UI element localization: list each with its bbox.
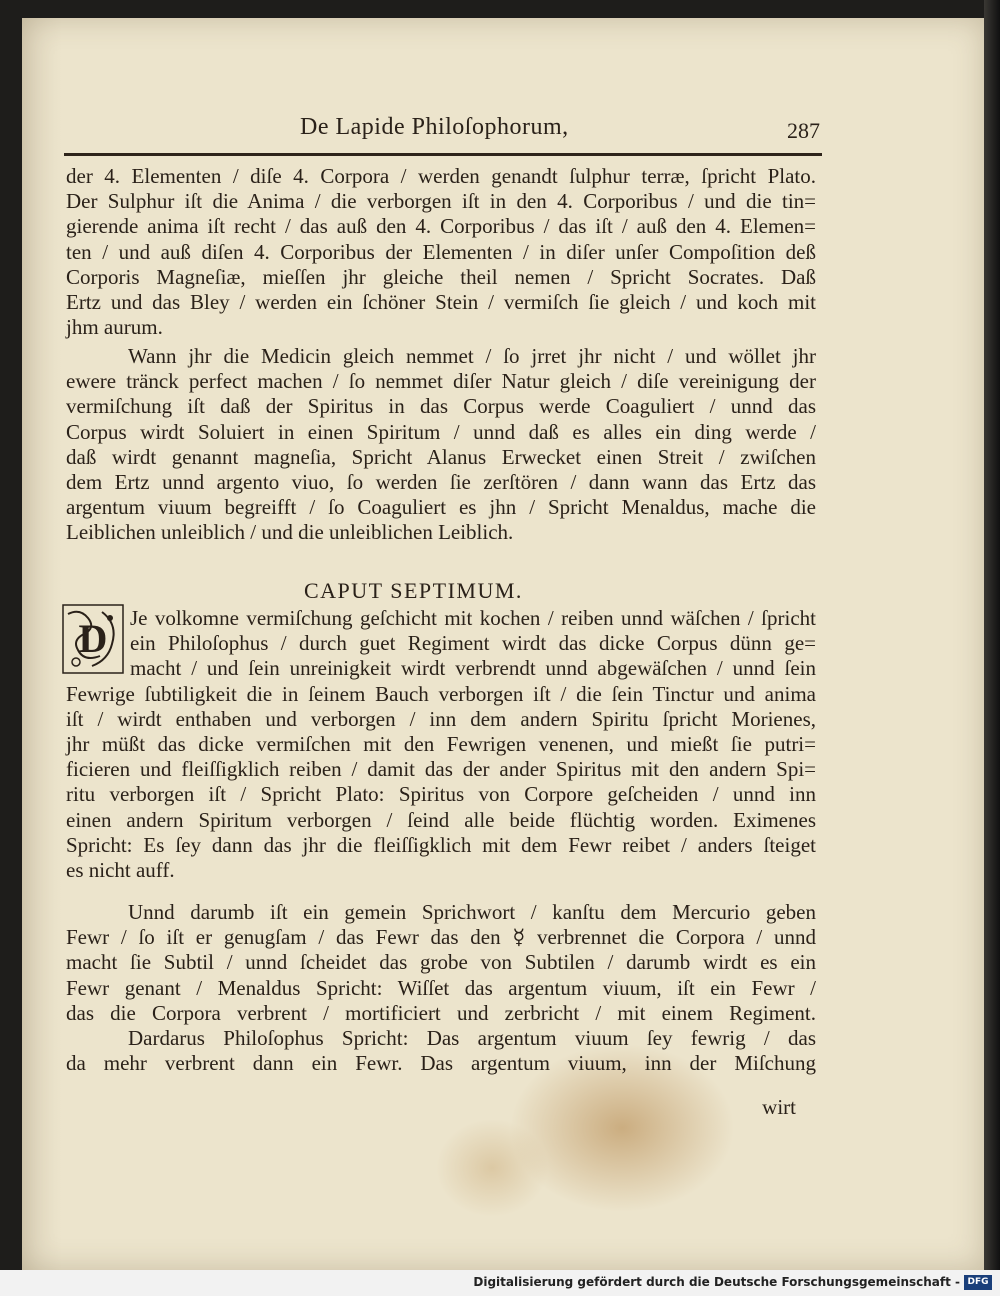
page-edge-shadow bbox=[984, 0, 1000, 1270]
svg-text:D: D bbox=[78, 616, 108, 661]
text-line: Corpus wirdt Soluiert in einen Spiritum / unnd daß es alles ein ding werde / bbox=[66, 419, 816, 444]
text-line: Spricht: Es ſey dann das jhr die fleiſſigklich mit dem Fewr reibet / anders ſteiget bbox=[66, 832, 816, 857]
paragraph-sprichwort bbox=[66, 900, 816, 1076]
running-header bbox=[300, 112, 820, 152]
header-rule bbox=[64, 153, 822, 156]
text-line: der 4. Elementen / diſe 4. Corpora / werden genandt ſulphur terræ, ſpricht Plato. bbox=[66, 164, 816, 188]
text-line: dem Ertz unnd argento viuo, ſo werden ſie zerſtören / dann wann das Ertz das bbox=[66, 469, 816, 494]
text-line: da mehr verbrent dann ein Fewr. Das argentum viuum, inn der Miſchung bbox=[66, 1051, 816, 1076]
dfg-logo-icon: DFG bbox=[964, 1275, 992, 1290]
text-line: es nicht auff. bbox=[66, 857, 175, 882]
text-line: Wann jhr die Medicin gleich nemmet / ſo jrret jhr nicht / und wöllet jhr bbox=[128, 344, 816, 368]
text-line: iſt / wirdt enthaben und verborgen / inn dem andern Spiritu ſpricht Morienes, bbox=[66, 706, 816, 731]
text-line: ein Philoſophus / durch guet Regiment wirdt das dicke Corpus dünn ge= bbox=[130, 631, 816, 656]
text-line: ewere tränck perfect machen / ſo nemmet diſer Natur gleich / diſe vereinigung der bbox=[66, 369, 816, 394]
text-line: Dardarus Philoſophus Spricht: Das argentum viuum ſey fewrig / das bbox=[128, 1025, 816, 1050]
text-line: einen andern Spiritum verborgen / ſeind alle beide flüchtig worden. Eximenes bbox=[66, 807, 816, 832]
text-line: Fewrige ſubtiligkeit die in ſeinem Bauch verborgen iſt / die ſein Tinctur und anima bbox=[66, 681, 816, 706]
text-line: Ertz und das Bley / werden ein ſchöner Stein / vermiſch ſie gleich / und koch mit bbox=[66, 289, 816, 314]
catchword: wirt bbox=[762, 1095, 796, 1119]
text-line: Leiblichen unleiblich / und die unleiblichen Leiblich. bbox=[66, 520, 514, 545]
text-line: ficieren und fleiſſigklich reiben / damit das der ander Spiritus mit den andern Spi= bbox=[66, 757, 816, 782]
text-line: Fewr / ſo iſt er genugſam / das Fewr das den ☿ verbrennet die Corpora / unnd bbox=[66, 925, 816, 950]
text-line: argentum viuum begreifft / ſo Coaguliert es jhn / Spricht Menaldus, mache die bbox=[66, 495, 816, 520]
text-line: Corporis Magneſiæ, mieſſen jhr gleiche theil nemen / Spricht Socrates. Daß bbox=[66, 264, 816, 289]
paragraph-medicin bbox=[66, 344, 816, 546]
text-line: daß wirdt genannt magneſia, Spricht Alanus Erwecket einen Streit / zwiſchen bbox=[66, 444, 816, 469]
text-line: Je volkomne vermiſchung geſchicht mit kochen / reiben unnd wäſchen / ſpricht bbox=[130, 606, 816, 630]
funding-notice: Digitalisierung gefördert durch die Deutsche Forschungsgemeinschaft - bbox=[473, 1275, 960, 1289]
text-line: macht / und ſein unreinigkeit wirdt verbrendt unnd abgewäſchen / unnd ſein bbox=[130, 656, 816, 681]
text-line: ritu verborgen iſt / Spricht Plato: Spiritus von Corpore geſcheiden / unnd inn bbox=[66, 782, 816, 807]
text-line: gierende anima iſt recht / das auß den 4. Corporibus / das iſt / auß den 4. Elemen= bbox=[66, 214, 816, 239]
chapter-heading: CAPUT SEPTIMUM. bbox=[304, 578, 523, 603]
running-title: De Lapide Philoſophorum, bbox=[300, 114, 569, 140]
text-line: Unnd darumb iſt ein gemein Sprichwort / kanſtu dem Mercurio geben bbox=[128, 900, 816, 924]
text-line: macht ſie Subtil / unnd ſcheidet das grobe von Subtilen / darumb wirdt es ein bbox=[66, 950, 816, 975]
page-number: 287 bbox=[787, 118, 820, 143]
text-line: jhr müßt das dicke vermiſchen mit den Fewrigen venenen, und mießt ſie putri= bbox=[66, 731, 816, 756]
paragraph-continued bbox=[66, 164, 816, 340]
text-line: ten / und auß diſen 4. Corporibus der Elementen / in diſer unſer Compoſition deß bbox=[66, 239, 816, 264]
digitization-footer bbox=[0, 1270, 1000, 1296]
text-line: Der Sulphur iſt die Anima / die verborgen iſt in den 4. Corporibus / und die tin= bbox=[66, 189, 816, 214]
text-line: vermiſchung iſt daß der Spiritus in das Corpus werde Coaguliert / unnd das bbox=[66, 394, 816, 419]
text-line: jhm aurum. bbox=[66, 315, 163, 340]
paragraph-caput-septimum bbox=[66, 606, 816, 883]
text-line: Fewr genant / Menaldus Spricht: Wiſſet das argentum viuum, iſt ein Fewr / bbox=[66, 975, 816, 1000]
text-line: das die Corpora verbrent / mortificiert und zerbricht / mit einem Regiment. bbox=[66, 1000, 816, 1025]
